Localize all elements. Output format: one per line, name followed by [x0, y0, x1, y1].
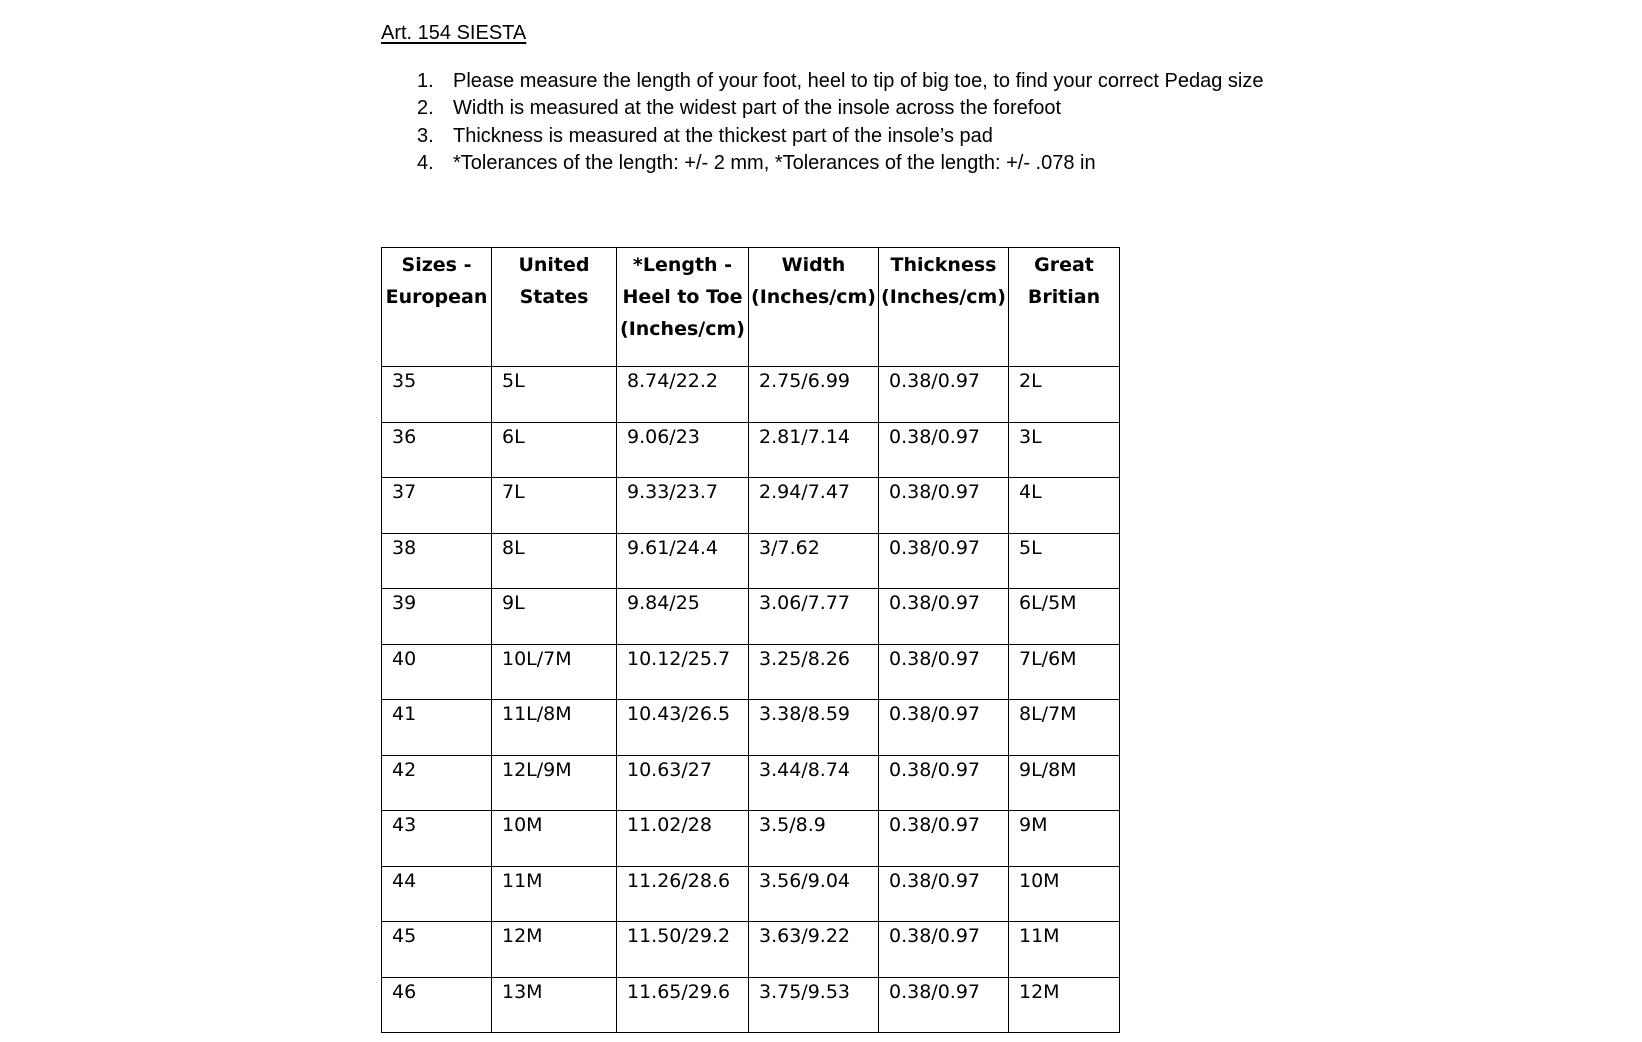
cell-us: 8L	[492, 533, 617, 589]
instruction-number: 3.	[417, 124, 434, 147]
header-line: Sizes -	[401, 254, 472, 276]
header-line: (Inches/cm)	[620, 318, 745, 340]
instruction-text: Thickness is measured at the thickest part of the insole’s pad	[453, 124, 993, 147]
cell-thickness: 0.38/0.97	[879, 977, 1009, 1033]
cell-thickness: 0.38/0.97	[879, 811, 1009, 867]
cell-us: 10L/7M	[492, 644, 617, 700]
instruction-text: *Tolerances of the length: +/- 2 mm, *Tolerances of the length: +/- .078 in	[453, 151, 1096, 174]
instructions-list	[381, 68, 1263, 177]
instruction-text: Please measure the length of your foot, heel to tip of big toe, to find your correct Pedag size	[453, 70, 1264, 92]
cell-width: 3.06/7.77	[749, 589, 879, 645]
cell-european: 45	[382, 922, 492, 978]
cell-width: 3.56/9.04	[749, 866, 879, 922]
cell-us: 11L/8M	[492, 700, 617, 756]
instruction-item	[381, 95, 1263, 122]
cell-gb: 6L/5M	[1009, 589, 1120, 645]
cell-width: 3/7.62	[749, 533, 879, 589]
cell-gb: 8L/7M	[1009, 700, 1120, 756]
cell-width: 3.38/8.59	[749, 700, 879, 756]
cell-us: 12L/9M	[492, 755, 617, 811]
cell-thickness: 0.38/0.97	[879, 422, 1009, 478]
cell-us: 11M	[492, 866, 617, 922]
cell-european: 38	[382, 533, 492, 589]
cell-us: 6L	[492, 422, 617, 478]
cell-european: 40	[382, 644, 492, 700]
instruction-item	[381, 68, 1263, 95]
cell-length: 10.63/27	[617, 755, 749, 811]
cell-european: 43	[382, 811, 492, 867]
header-line: (Inches/cm)	[881, 286, 1006, 308]
cell-thickness: 0.38/0.97	[879, 644, 1009, 700]
instruction-number: 4.	[417, 151, 434, 174]
cell-gb: 3L	[1009, 422, 1120, 478]
cell-width: 3.44/8.74	[749, 755, 879, 811]
cell-european: 46	[382, 977, 492, 1033]
cell-gb: 7L/6M	[1009, 644, 1120, 700]
cell-width: 3.75/9.53	[749, 977, 879, 1033]
cell-length: 8.74/22.2	[617, 367, 749, 423]
table-row	[382, 478, 1120, 534]
cell-thickness: 0.38/0.97	[879, 866, 1009, 922]
header-cell-width	[749, 248, 879, 367]
cell-us: 13M	[492, 977, 617, 1033]
cell-length: 9.84/25	[617, 589, 749, 645]
cell-us: 7L	[492, 478, 617, 534]
table-row	[382, 811, 1120, 867]
cell-european: 39	[382, 589, 492, 645]
table-row	[382, 533, 1120, 589]
cell-length: 9.61/24.4	[617, 533, 749, 589]
cell-gb: 4L	[1009, 478, 1120, 534]
table-body	[382, 367, 1120, 1033]
header-line: Thickness	[890, 254, 997, 276]
header-cell-length	[617, 248, 749, 367]
header-line: Britian	[1027, 286, 1101, 308]
cell-thickness: 0.38/0.97	[879, 533, 1009, 589]
table-row	[382, 644, 1120, 700]
table-row	[382, 700, 1120, 756]
instruction-number: 2.	[417, 97, 434, 120]
cell-gb: 11M	[1009, 922, 1120, 978]
cell-thickness: 0.38/0.97	[879, 922, 1009, 978]
cell-thickness: 0.38/0.97	[879, 700, 1009, 756]
cell-length: 11.26/28.6	[617, 866, 749, 922]
cell-length: 9.06/23	[617, 422, 749, 478]
table-row	[382, 367, 1120, 423]
cell-thickness: 0.38/0.97	[879, 755, 1009, 811]
header-line: Great	[1034, 254, 1094, 276]
cell-width: 3.5/8.9	[749, 811, 879, 867]
header-line: Width	[781, 254, 846, 276]
header-line: *Length -	[632, 254, 733, 276]
cell-gb: 5L	[1009, 533, 1120, 589]
cell-european: 35	[382, 367, 492, 423]
cell-length: 11.02/28	[617, 811, 749, 867]
cell-length: 10.43/26.5	[617, 700, 749, 756]
table-header	[382, 248, 1120, 367]
cell-thickness: 0.38/0.97	[879, 478, 1009, 534]
size-chart-table	[381, 247, 1120, 1033]
instruction-item	[381, 150, 1263, 177]
header-cell-sizes-european	[382, 248, 492, 367]
cell-us: 10M	[492, 811, 617, 867]
cell-european: 41	[382, 700, 492, 756]
document-title: Art. 154 SIESTA	[381, 22, 527, 44]
instruction-text: Width is measured at the widest part of the insole across the forefoot	[453, 97, 1062, 120]
table-row	[382, 922, 1120, 978]
header-line: States	[519, 286, 589, 308]
header-line: Heel to Toe	[622, 286, 743, 308]
table-row	[382, 977, 1120, 1033]
table-row	[382, 422, 1120, 478]
cell-width: 3.25/8.26	[749, 644, 879, 700]
cell-european: 37	[382, 478, 492, 534]
header-line: United	[518, 254, 590, 276]
cell-width: 2.75/6.99	[749, 367, 879, 423]
cell-length: 11.65/29.6	[617, 977, 749, 1033]
cell-us: 5L	[492, 367, 617, 423]
instruction-item	[381, 123, 1263, 150]
cell-width: 2.94/7.47	[749, 478, 879, 534]
cell-european: 42	[382, 755, 492, 811]
cell-width: 3.63/9.22	[749, 922, 879, 978]
cell-thickness: 0.38/0.97	[879, 367, 1009, 423]
cell-us: 9L	[492, 589, 617, 645]
instruction-number: 1.	[417, 70, 434, 92]
header-cell-thickness	[879, 248, 1009, 367]
cell-gb: 10M	[1009, 866, 1120, 922]
cell-length: 10.12/25.7	[617, 644, 749, 700]
cell-gb: 9L/8M	[1009, 755, 1120, 811]
header-line: European	[385, 286, 488, 308]
cell-european: 44	[382, 866, 492, 922]
cell-length: 11.50/29.2	[617, 922, 749, 978]
cell-length: 9.33/23.7	[617, 478, 749, 534]
cell-thickness: 0.38/0.97	[879, 589, 1009, 645]
header-cell-great-britain	[1009, 248, 1120, 367]
cell-gb: 12M	[1009, 977, 1120, 1033]
header-row	[382, 248, 1120, 367]
table-row	[382, 866, 1120, 922]
header-cell-united-states	[492, 248, 617, 367]
cell-gb: 2L	[1009, 367, 1120, 423]
cell-us: 12M	[492, 922, 617, 978]
table-row	[382, 589, 1120, 645]
cell-gb: 9M	[1009, 811, 1120, 867]
cell-width: 2.81/7.14	[749, 422, 879, 478]
header-line: (Inches/cm)	[751, 286, 876, 308]
table-row	[382, 755, 1120, 811]
cell-european: 36	[382, 422, 492, 478]
